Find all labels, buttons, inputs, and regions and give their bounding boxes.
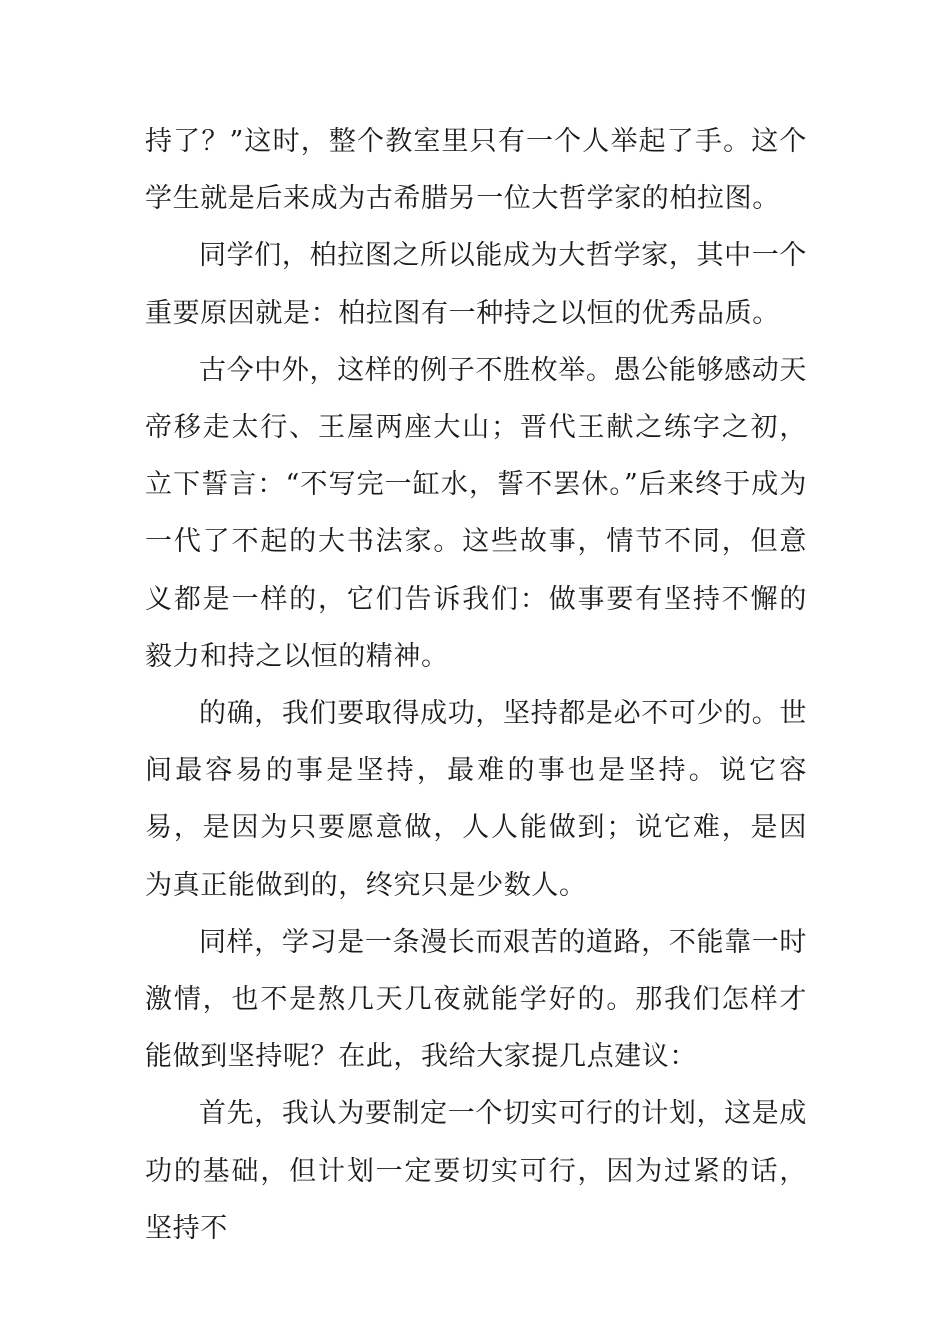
paragraph: 首先，我认为要制定一个切实可行的计划，这是成功的基础，但计划一定要切实可行，因为过紧的话，坚持不 [145,1098,807,1244]
paragraph: 同样，学习是一条漫长而艰苦的道路，不能靠一时激情，也不是熬几天几夜就能学好的。那我们怎样才能做到坚持呢？在此，我给大家提几点建议： [145,926,807,1073]
paragraph-continued: 持了？”这时，整个教室里只有一个人举起了手。这个学生就是后来成为古希腊另一位大哲学家的柏拉图。 [145,126,807,215]
paragraph: 的确，我们要取得成功，坚持都是必不可少的。世间最容易的事是坚持，最难的事也是坚持。说它容易，是因为只要愿意做，人人能做到；说它难，是因为真正能做到的，终究只是少数人。 [145,698,807,901]
paragraph: 古今中外，这样的例子不胜枚举。愚公能够感动天帝移走太行、王屋两座大山；晋代王献之练字之初，立下誓言：“不写完一缸水，誓不罢休。”后来终于成为一代了不起的大书法家。这些故事，情节不同，但意义都是一样的，它们告诉我们：做事要有坚持不懈的毅力和持之以恒的精神。 [145,354,807,672]
paragraph: 同学们，柏拉图之所以能成为大哲学家，其中一个重要原因就是：柏拉图有一种持之以恒的优秀品质。 [145,240,807,329]
document-body [145,113,807,1257]
